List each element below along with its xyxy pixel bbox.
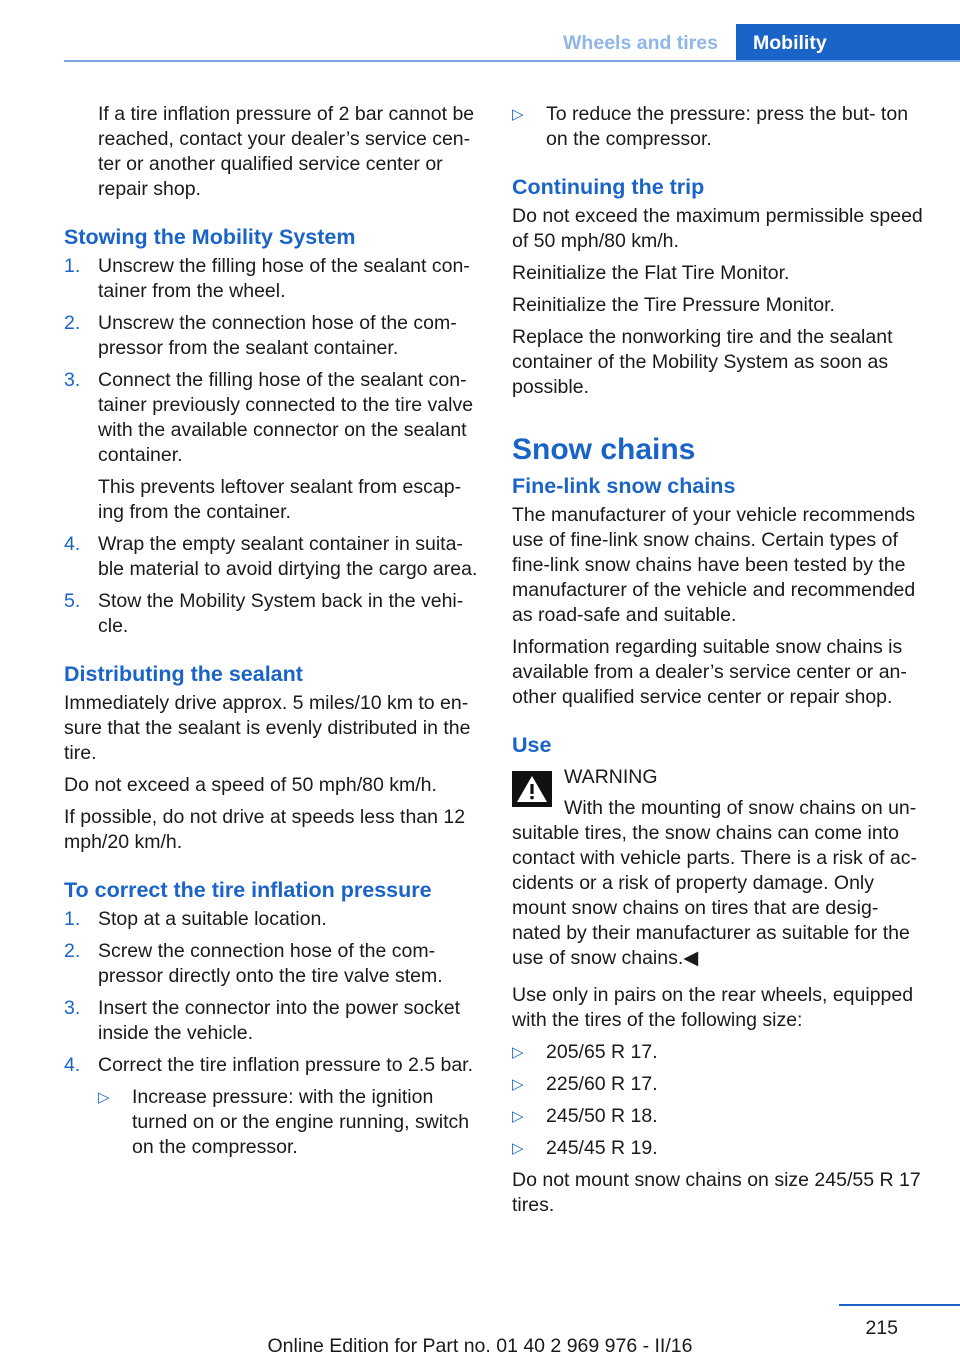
list-item bbox=[64, 907, 484, 932]
step-number: 3. bbox=[64, 997, 81, 1019]
intro-paragraph: If a tire inflation pressure of 2 bar cannot be reached, contact your dealer’s service cen‐ ter or another qualified service center or repair shop. bbox=[98, 103, 475, 200]
triangle-bullet-icon: ▷ bbox=[512, 1140, 524, 1157]
distributing-paragraph-1: Immediately drive approx. 5 miles/10 km to en‐ sure that the sealant is evenly distributed in the tire. bbox=[64, 692, 471, 764]
triangle-bullet-icon: ▷ bbox=[98, 1089, 110, 1106]
list-item bbox=[64, 254, 484, 304]
distributing-heading: Distributing the sealant bbox=[64, 662, 303, 686]
footer-rule bbox=[839, 1304, 960, 1306]
list-item bbox=[512, 102, 930, 152]
tire-size: 205/65 R 17. bbox=[546, 1041, 658, 1063]
list-item bbox=[512, 1040, 930, 1065]
chapter-tab: Mobility bbox=[736, 24, 960, 62]
tire-size: 245/45 R 19. bbox=[546, 1137, 658, 1159]
step-text: Stow the Mobility System back in the vehi‐ cle. bbox=[98, 590, 464, 637]
step-note: This prevents leftover sealant from escap‐ ing from the container. bbox=[98, 476, 462, 523]
use-heading: Use bbox=[512, 733, 552, 757]
list-item bbox=[64, 1053, 484, 1160]
step-number: 4. bbox=[64, 1054, 81, 1076]
warning-title: WARNING bbox=[564, 766, 658, 788]
step-number: 2. bbox=[64, 312, 81, 334]
step-text: Unscrew the filling hose of the sealant con‐ tainer from the wheel. bbox=[98, 255, 470, 302]
header-rule bbox=[64, 60, 960, 62]
use-paragraph: Use only in pairs on the rear wheels, equipped with the tires of the following size: bbox=[512, 984, 914, 1031]
step-text: Wrap the empty sealant container in suita‐ ble material to avoid dirtying the cargo area. bbox=[98, 533, 478, 580]
fine-link-paragraph-1: The manufacturer of your vehicle recommends use of fine-link snow chains. Certain types of fine-link snow chains have been tested by the manufacturer of the vehicle and recommended as road-safe and suitable. bbox=[512, 504, 916, 626]
bullet-text: To reduce the pressure: press the but‐ ton on the compressor. bbox=[546, 103, 909, 150]
step-number: 1. bbox=[64, 255, 81, 277]
list-item bbox=[64, 589, 484, 639]
bullet-text: Increase pressure: with the ignition turned on or the engine running, switch on the compressor. bbox=[132, 1086, 470, 1158]
stowing-heading: Stowing the Mobility System bbox=[64, 225, 356, 249]
step-number: 1. bbox=[64, 908, 81, 930]
continuing-paragraph-1: Do not exceed the maximum permissible speed of 50 mph/80 km/h. bbox=[512, 205, 923, 252]
triangle-bullet-icon: ▷ bbox=[512, 1044, 524, 1061]
tire-size: 245/50 R 18. bbox=[546, 1105, 658, 1127]
step-text: Insert the connector into the power socket inside the vehicle. bbox=[98, 997, 461, 1044]
continuing-paragraph-3: Reinitialize the Tire Pressure Monitor. bbox=[512, 294, 835, 316]
step-number: 3. bbox=[64, 369, 81, 391]
section-title: Wheels and tires bbox=[563, 32, 718, 54]
list-item bbox=[512, 1136, 930, 1161]
page-header bbox=[0, 24, 960, 62]
fine-link-paragraph-2: Information regarding suitable snow chains is available from a dealer’s service center or an‐ other qualified service center or repair shop. bbox=[512, 636, 907, 708]
warning-text: With the mounting of snow chains on un‐ suitable tires, the snow chains can come into contact with vehicle parts. There is a risk of ac‐ cidents or a risk of property damage. Only mount snow chains on tires that are desig‐ nated by their manufacturer as suitable for the use of snow chains.◀ bbox=[512, 797, 917, 969]
stowing-steps bbox=[64, 254, 484, 639]
sub-bullets bbox=[98, 1085, 484, 1160]
continuing-paragraph-4: Replace the nonworking tire and the sealant container of the Mobility System as soon as possible. bbox=[512, 326, 893, 398]
sub-bullets-continued bbox=[512, 102, 930, 152]
continuing-paragraph-2: Reinitialize the Flat Tire Monitor. bbox=[512, 262, 790, 284]
distributing-paragraph-2: Do not exceed a speed of 50 mph/80 km/h. bbox=[64, 774, 437, 796]
tire-size: 225/60 R 17. bbox=[546, 1073, 658, 1095]
final-paragraph: Do not mount snow chains on size 245/55 R 17 tires. bbox=[512, 1169, 921, 1216]
list-item bbox=[64, 311, 484, 361]
warning-block bbox=[512, 765, 930, 971]
list-item bbox=[64, 532, 484, 582]
tire-size-list bbox=[512, 1040, 930, 1161]
fine-link-heading: Fine-link snow chains bbox=[512, 474, 736, 498]
step-number: 4. bbox=[64, 533, 81, 555]
step-text: Stop at a suitable location. bbox=[98, 908, 327, 930]
step-text: Screw the connection hose of the com‐ pressor directly onto the tire valve stem. bbox=[98, 940, 443, 987]
list-item bbox=[512, 1104, 930, 1129]
page-number: 215 bbox=[865, 1317, 898, 1339]
triangle-bullet-icon: ▷ bbox=[512, 106, 524, 123]
correct-pressure-heading: To correct the tire inflation pressure bbox=[64, 878, 432, 902]
list-item bbox=[64, 939, 484, 989]
continuing-heading: Continuing the trip bbox=[512, 175, 705, 199]
list-item bbox=[98, 1085, 484, 1160]
triangle-bullet-icon: ▷ bbox=[512, 1108, 524, 1125]
snow-chains-heading: Snow chains bbox=[512, 433, 696, 466]
list-item bbox=[64, 996, 484, 1046]
left-column bbox=[64, 102, 484, 1167]
step-number: 2. bbox=[64, 940, 81, 962]
step-text: Correct the tire inflation pressure to 2.5 bar. bbox=[98, 1054, 474, 1076]
step-number: 5. bbox=[64, 590, 81, 612]
warning-triangle-icon bbox=[512, 771, 552, 807]
step-text: Connect the filling hose of the sealant con‐ tainer previously connected to the tire valve with the available connector on the sealant container. bbox=[98, 369, 474, 466]
list-item bbox=[64, 368, 484, 525]
step-text: Unscrew the connection hose of the com‐ pressor from the sealant container. bbox=[98, 312, 457, 359]
right-column bbox=[512, 102, 930, 1225]
triangle-bullet-icon: ▷ bbox=[512, 1076, 524, 1093]
correct-pressure-steps bbox=[64, 907, 484, 1160]
list-item bbox=[512, 1072, 930, 1097]
distributing-paragraph-3: If possible, do not drive at speeds less than 12 mph/20 km/h. bbox=[64, 806, 466, 853]
edition-note: Online Edition for Part no. 01 40 2 969 976 - II/16 bbox=[267, 1335, 693, 1357]
